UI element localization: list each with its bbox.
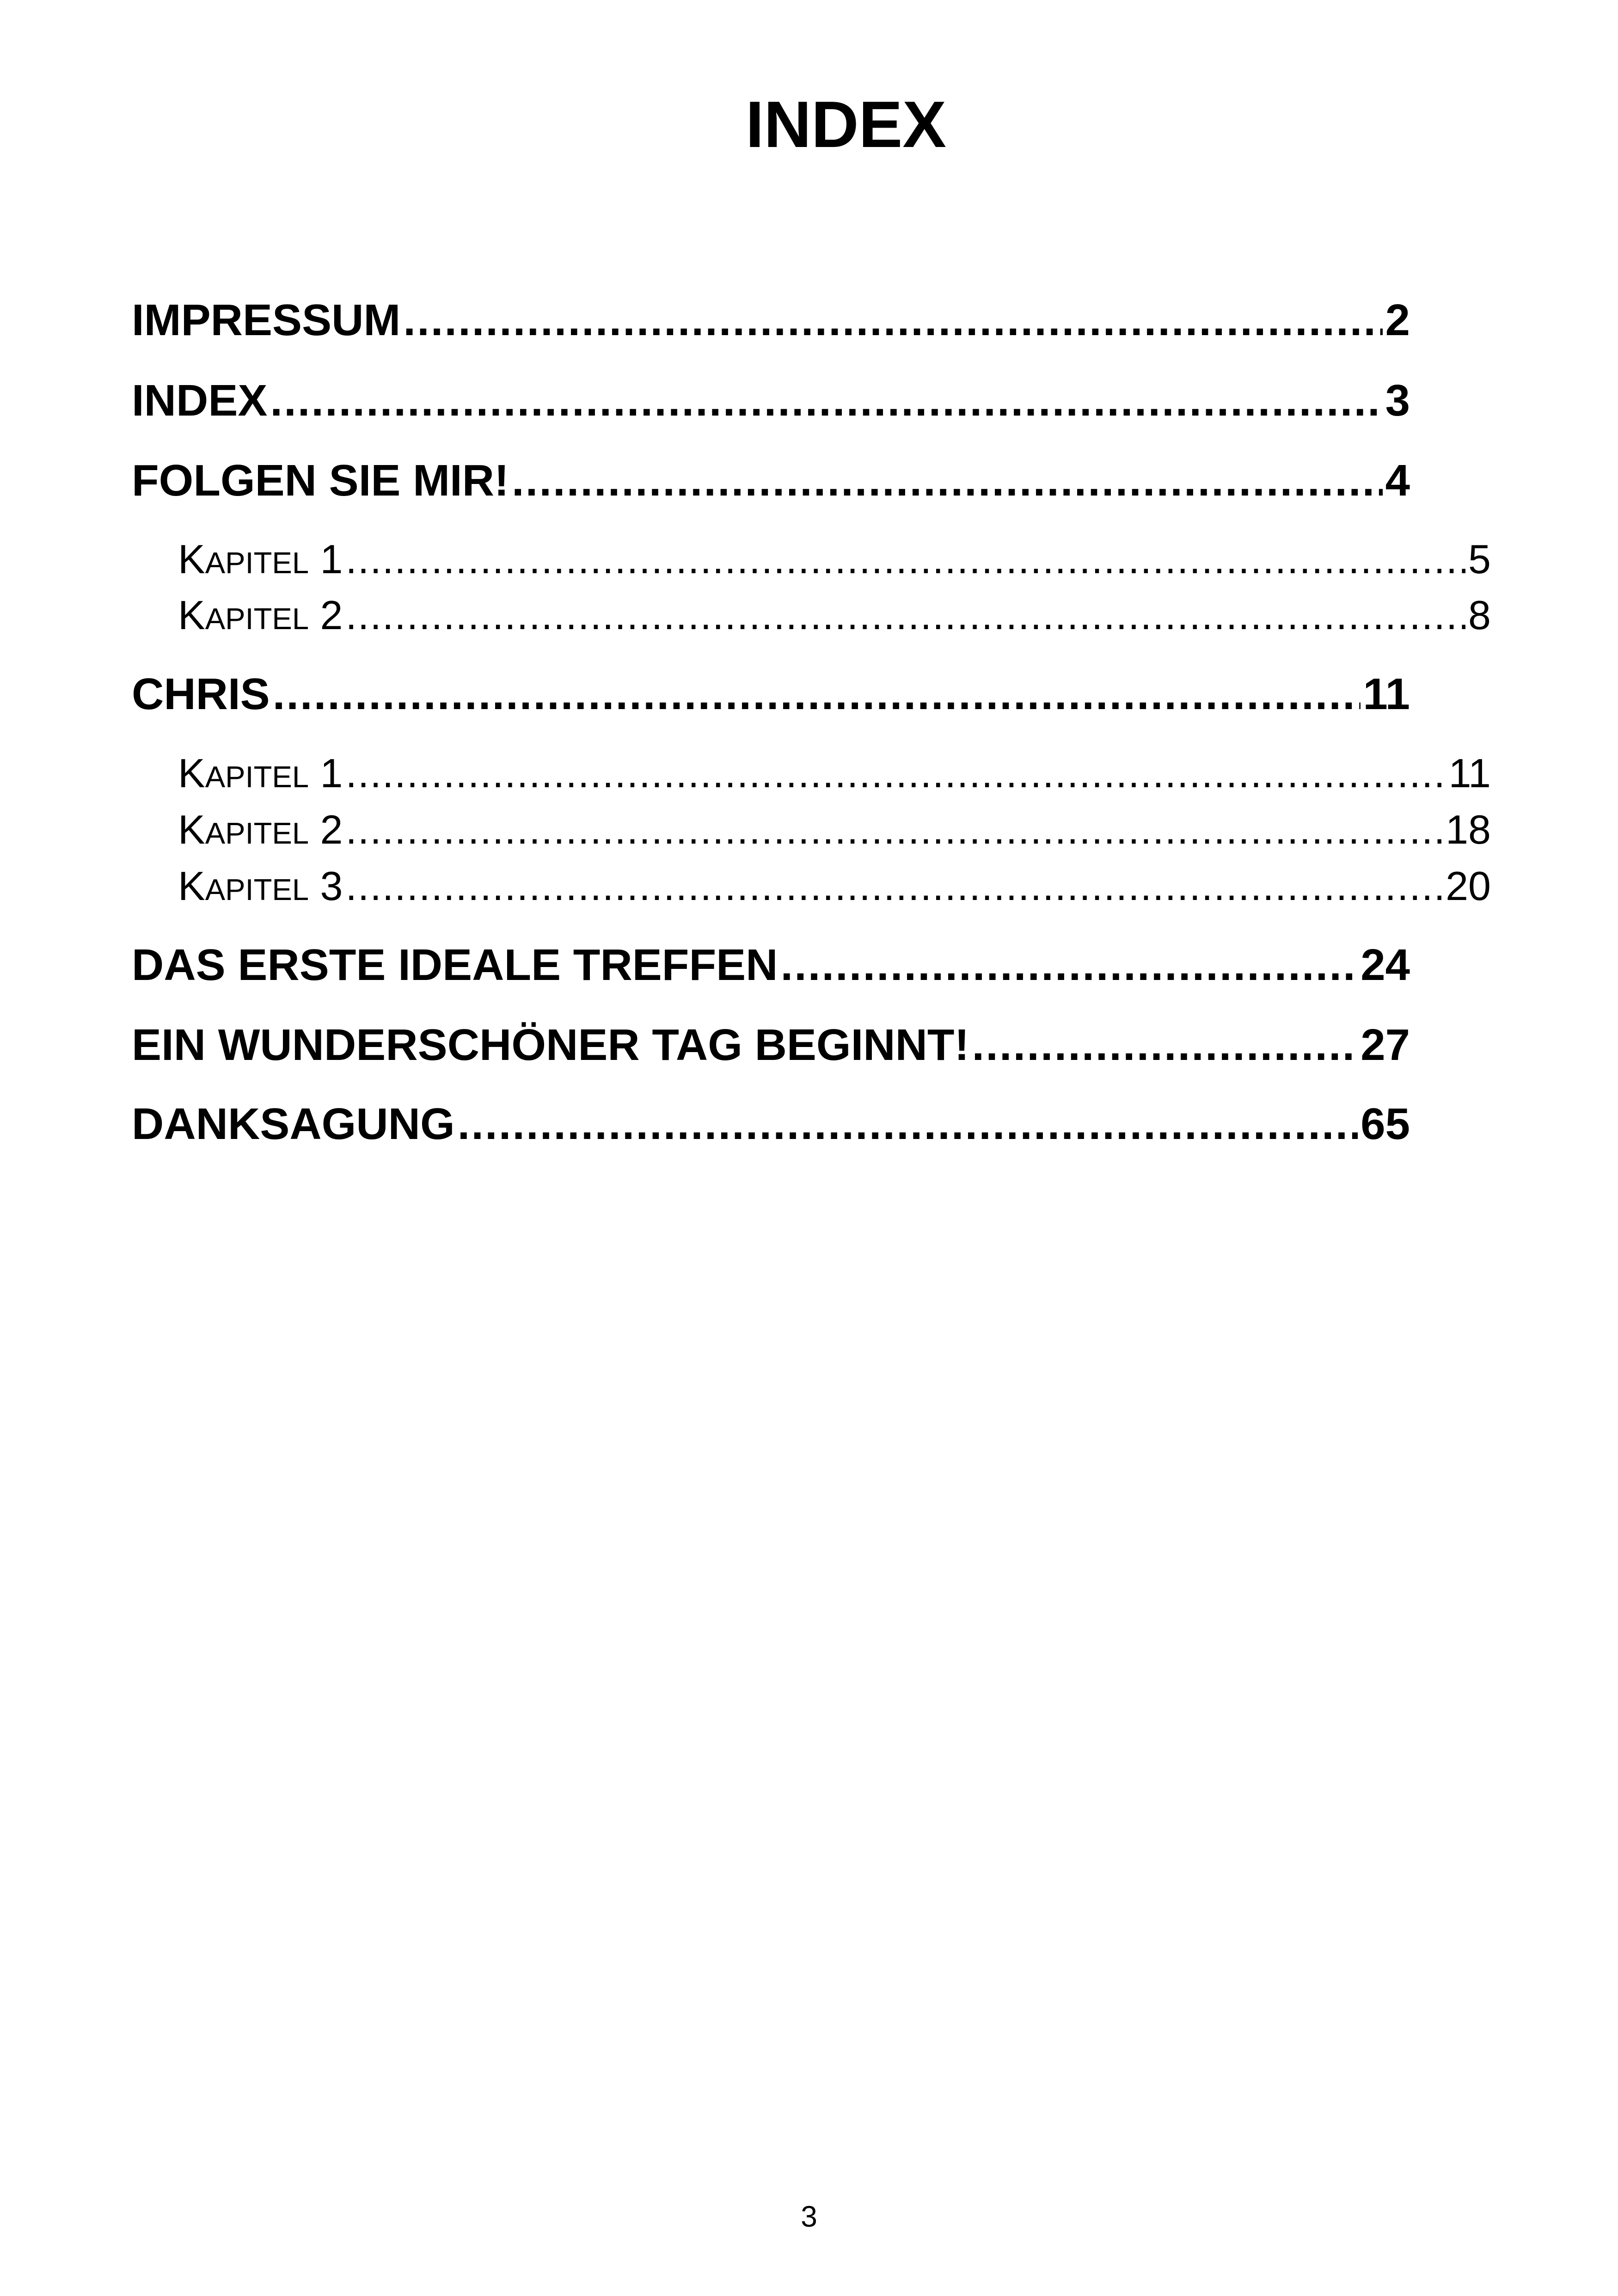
- toc-entry-danksagung[interactable]: [132, 1094, 1410, 1154]
- toc-dot-leader: [780, 935, 1358, 995]
- toc-subentry-kapitel-2[interactable]: [178, 588, 1491, 642]
- toc-entry-chris[interactable]: [132, 664, 1410, 724]
- toc-subentry-label: KAPITEL 3: [178, 863, 343, 909]
- toc-subentry-kapitel-1[interactable]: [178, 747, 1491, 800]
- toc-entry-label: CHRIS: [132, 669, 270, 719]
- toc-dot-leader: [345, 803, 1443, 856]
- toc-entry-page: 3: [1385, 376, 1410, 425]
- toc-dot-leader: [345, 533, 1465, 586]
- toc-entry-label: FOLGEN SIE MIR!: [132, 456, 509, 505]
- page-number: 3: [801, 2200, 817, 2233]
- toc-entry-page: 27: [1361, 1020, 1410, 1070]
- toc-entry-label: DANKSAGUNG: [132, 1099, 455, 1149]
- toc-dot-leader: [345, 747, 1446, 800]
- toc-entry-page: 2: [1385, 295, 1410, 345]
- toc-dot-leader: [512, 451, 1383, 511]
- toc-entry-das-erste-ideale-treffen[interactable]: [132, 935, 1410, 995]
- page-title: INDEX: [746, 88, 946, 161]
- toc-subentry-page: 5: [1468, 536, 1491, 582]
- toc-subentry-page: 20: [1446, 863, 1491, 909]
- toc-subentry-kapitel-1[interactable]: [178, 533, 1491, 586]
- toc-subentry-label: KAPITEL 2: [178, 807, 343, 852]
- toc-entry-ein-wunderschoener-tag-beginnt[interactable]: [132, 1015, 1410, 1075]
- toc-entry-page: 65: [1361, 1099, 1410, 1149]
- toc-subentry-label: KAPITEL 1: [178, 750, 343, 796]
- toc-dot-leader: [458, 1094, 1358, 1154]
- toc-subentry-kapitel-3[interactable]: [178, 859, 1491, 912]
- toc-entry-label: DAS ERSTE IDEALE TREFFEN: [132, 940, 778, 990]
- toc-entry-label: EIN WUNDERSCHÖNER TAG BEGINNT!: [132, 1020, 969, 1070]
- toc-dot-leader: [345, 588, 1465, 642]
- toc-dot-leader: [273, 664, 1361, 724]
- toc-subentry-page: 18: [1446, 807, 1491, 852]
- toc-subentry-label: KAPITEL 2: [178, 592, 343, 638]
- toc-entry-impressum[interactable]: [132, 290, 1410, 350]
- toc-entry-page: 11: [1363, 669, 1410, 719]
- toc-entry-page: 4: [1385, 456, 1410, 505]
- toc-entry-label: INDEX: [132, 376, 268, 425]
- toc-dot-leader: [345, 859, 1443, 912]
- toc-entry-page: 24: [1361, 940, 1410, 990]
- toc-subentry-kapitel-2[interactable]: [178, 803, 1491, 856]
- toc-dot-leader: [403, 290, 1382, 350]
- toc-dot-leader: [270, 371, 1382, 431]
- toc-subentry-label: KAPITEL 1: [178, 536, 343, 582]
- toc-entry-label: IMPRESSUM: [132, 295, 401, 345]
- toc-subentry-page: 11: [1448, 750, 1491, 796]
- toc-entry-folgen-sie-mir[interactable]: [132, 451, 1410, 511]
- toc-dot-leader: [972, 1015, 1358, 1075]
- toc-subentry-page: 8: [1468, 592, 1491, 638]
- toc-entry-index[interactable]: [132, 371, 1410, 431]
